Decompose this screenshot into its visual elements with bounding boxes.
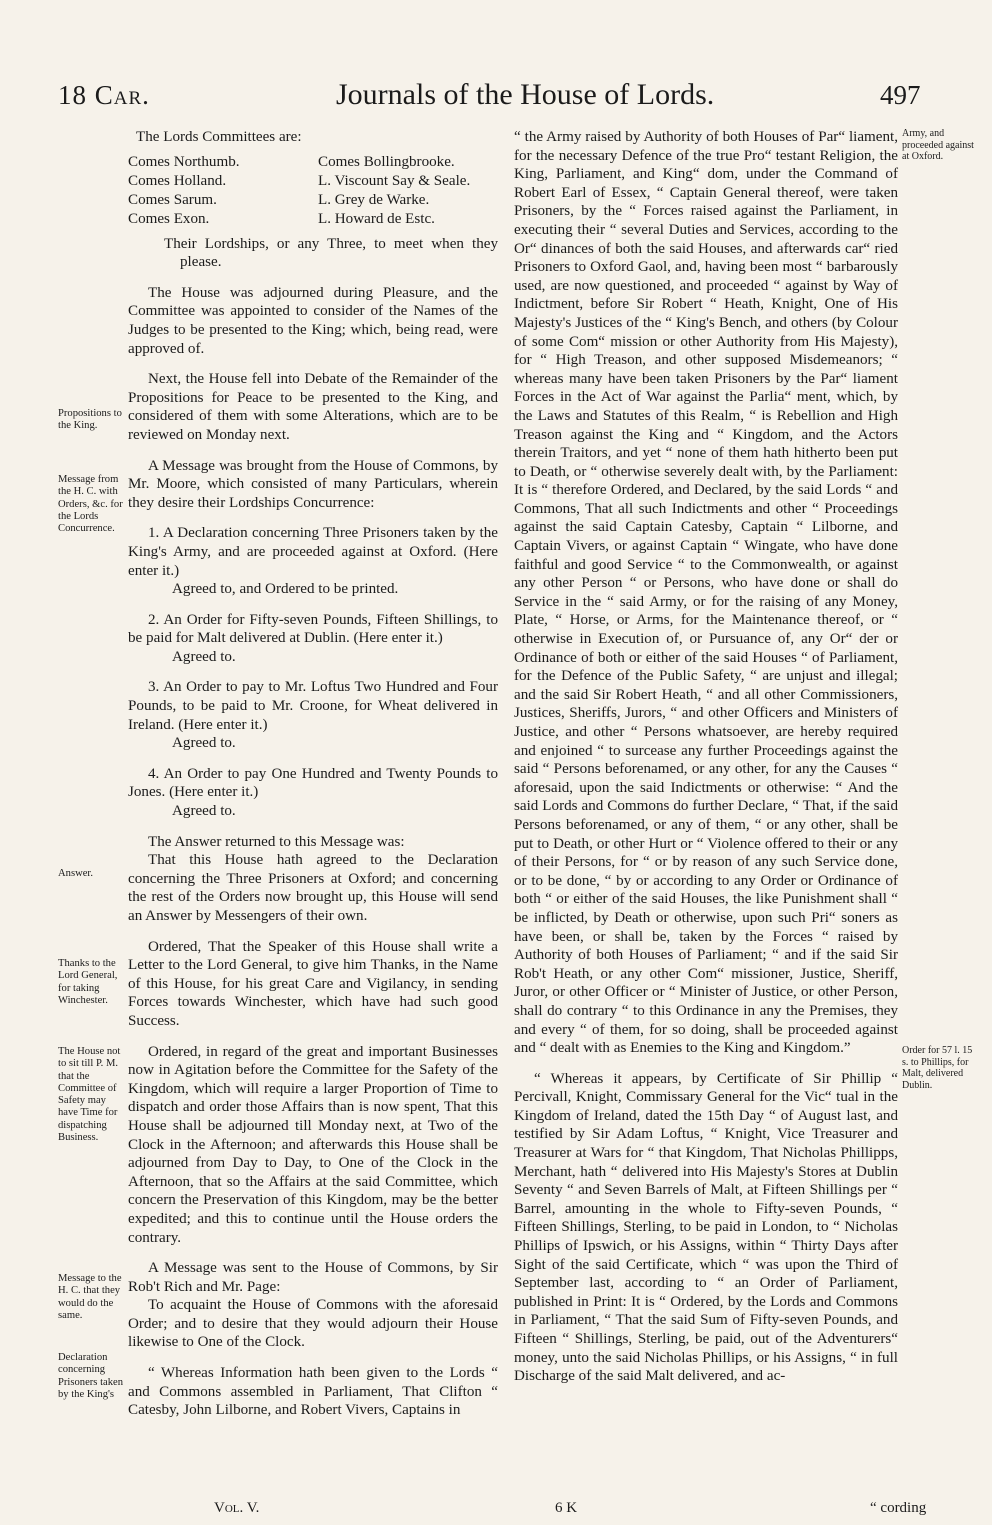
regnal-year: 18 Car. [58,80,150,110]
committee-heading: The Lords Committees are: [136,129,302,145]
message-item-3: 3. An Order to pay to Mr. Loftus Two Hundred and Four Pounds, to be paid to Mr. Croone, for Wheat delivered in Ireland. (Here enter it.) [128,679,498,733]
paragraph-sitting: Ordered, in regard of the great and important Businesses now in Agitation before the Committee for the Safety of the Kingdom, which will require a larger Proportion of Time to dispatch and order those Affairs than is now spent, That this House shall be adjourned till Monday next, at Two of the Clock in the Afternoon; and afterwards this House shall be adjourned from Day to Day, to One of the Clock in the Afternoon, that so the Affairs at the said Committee, which concern the Preservation of this Kingdom, may be the better expedited; and this to continue until the House orders the contrary. [128,1043,498,1246]
committee-list-left [128,153,318,229]
committee-member: Comes Exon. [128,210,210,227]
margin-note-answer: Answer. [58,868,94,879]
item-3-agreed: Agreed to. [172,735,236,752]
declaration-continued: “ the Army raised by Authority of both Houses of Par“ liament, for the necessary Defence of the true Pro“ testant Religion, the King, Parliament, and King“ dom, under the Command of Robert Earl of Essex, “ Captain General thereof, were taken Prisoners, by the “ Forces raised against the Parliament, in executing their “ several Duties and Services, according to the Or“ dinances of both the said Houses, and afterwards car“ ried Prisoners to Oxford Gaol, and, having been most “ barbarously used, are now questioned, and proceeded “ against by Way of Indictment, before Sir Robert “ Heath, Knight, One of His Majesty's Justices of the “ King's Bench, and others (by Colour of some Com“ mission or other Authority from His Majesty), for “ High Treason, and other supposed Misdemeanors; “ whereas many have been taken Prisoners by the Par“ liament Forces in the Act of War against the Parlia“ ment, which, by the Laws and Statutes of this Realm, “ is Rebellion and High Treason against the King and “ Kingdom, and the Actors therein Traitors, and yet “ none of them hath hitherto been put to Death, or “ otherwise severely dealt with, by the Parliament: It is “ therefore Ordered, and Declared, by the said Lords “ and Commons, That all such Indictments and other “ Proceedings against the said Captain Catesby, Captain “ Lilborne, and Captain Vivers, or against Captain “ Wingate, who have done faithful and good Service “ to the Commonwealth, or against any other Person “ or Persons, who have done or shall do Service in the “ said Army, or for the raising of any Money, Plate, “ Horse, or Arms, for the Maintenance thereof, or “ otherwise in Execution of, or Pursuance of, any Or“ der or Ordinance of both or either of the said Houses “ of Parliament, for the Defence of the Public Safety, “ are unjust and illegal; and the said Sir Robert Heath, “ and all other Commissioners, Justices, Sheriffs, Jurors, “ and other Officers and Ministers of Justice, and other “ Persons whatsoever, are hereby required and enjoined “ to surcease any further Proceedings against the said “ Persons beforenamed, or any other, for any the Causes “ aforesaid, upon the said Indictments or otherwise: “ And the said Lords and Commons do further Declare, “ That, if the said Persons beforenamed, or any of them, “ or any other, shall be put to Death, or other Hurt or “ Violence offered to their or any of their Persons, for “ or by reason of any such Service done, or to be done, “ by or according to any Order or Ordinance of both “ or either of the said Houses, the like Punishment shall “ be inflicted, by Death or otherwise, upon such Pri“ soners as have been, or shall be, taken by the Forces “ raised by Authority of both Houses of Parliament; “ and if the said Sir Rob't Heath, or any other Com“ missioner, Justice, Sheriff, Juror, or other Officer or “ Minister of Justice, or other Person, shall do contrary “ to this Ordinance in any the Premises, they and every “ of them, for so doing, shall be proceeded against and “ dealt with as Enemies to the King and Kingdom.” [514,129,898,1057]
margin-note-propositions: Propositions to the King. [58,408,122,432]
left-column [128,128,498,1420]
right-column [514,128,898,1386]
paragraph-thanks: Ordered, That the Speaker of this House shall write a Letter to the Lord General, to give him Thanks, in the Name of this House, for his great Care and Vigilancy, in sending Forces towards Winchester, which have had such good Success. [128,938,498,1029]
paragraph-acquaint: To acquaint the House of Commons with the aforesaid Order; and to desire that they would adjourn their House likewise to One of the Clock. [128,1297,498,1351]
committee-member: L. Howard de Estc. [318,210,435,227]
running-title: Journals of the House of Lords. [336,78,715,111]
message-item-1: 1. A Declaration concerning Three Prisoners taken by the King's Army, and are proceeded against at Oxford. (Here enter it.) [128,525,498,579]
paragraph-propositions: Next, the House fell into Debate of the Remainder of the Propositions for Peace to be presented to the King, and considered of them with some Alterations, which are to be reviewed on Monday next. [128,371,498,443]
committee-list-right [318,153,498,229]
message-item-4: 4. An Order to pay One Hundred and Twenty Pounds to Jones. (Here enter it.) [128,765,498,801]
page-number: 497 [880,80,921,110]
committee-member: Comes Northumb. [128,153,240,170]
margin-note-message-from-hc: Message from the H. C. with Orders, &c. for the Lords Concurrence. [58,474,123,535]
catchword: “ cording [870,1500,927,1516]
committee-member: L. Viscount Say & Seale. [318,172,471,189]
item-2-agreed: Agreed to. [172,648,236,665]
margin-note-message-to-hc: Message to the H. C. that they would do the same. [58,1273,122,1321]
margin-note-declaration: Declaration concerning Prisoners taken by the King's [58,1352,124,1400]
committee-member: Comes Holland. [128,172,227,189]
paragraph-message-from-commons: A Message was brought from the House of Commons, by Mr. Moore, which consisted of many Particulars, wherein they desire their Lordships Concurrence: [128,457,498,511]
committee-list [128,153,498,229]
paragraph-adjourned: The House was adjourned during Pleasure, and the Committee was appointed to consider of the Names of the Judges to be presented to the King; which, being read, were approved of. [128,284,498,357]
committee-member: L. Grey de Warke. [318,191,430,208]
margin-note-house-not-sit: The House not to sit till P. M. that the Committee of Safety may have Time for dispatching Business. [58,1046,121,1144]
margin-note-thanks: Thanks to the Lord General, for taking Winchester. [58,958,118,1006]
margin-note-army: Army, and proceeded against at Oxford. [902,128,974,162]
margin-note-order-malt: Order for 57 l. 15 s. to Phillips, for Malt, delivered Dublin. [902,1045,973,1091]
answer-intro: The Answer returned to this Message was: [148,833,405,850]
item-1-agreed: Agreed to, and Ordered to be printed. [172,581,399,598]
answer-text: That this House hath agreed to the Declaration concerning the Three Prisoners at Oxford; and concerning the rest of the Orders now brought up, this House will send an Answer by Messengers of their own. [128,852,498,924]
committee-quorum: Their Lordships, or any Three, to meet when they please. [164,235,498,271]
committee-member: Comes Bollingbrooke. [318,153,455,170]
message-item-2: 2. An Order for Fifty-seven Pounds, Fifteen Shillings, to be paid for Malt delivered at Dublin. (Here enter it.) [128,611,498,647]
volume-label: Vol. V. [214,1500,260,1516]
malt-order: “ Whereas it appears, by Certificate of Sir Phillip “ Percivall, Knight, Commissary General for the Vic“ tual in the Kingdom of Ireland, dated the 15th Day “ of August last, and testified by Sir Adam Loftus, “ Knight, Vice Treasurer and Treasurer at Wars for “ that Kingdom, That Nicholas Phillipps, Merchant, hath “ delivered into His Majesty's Stores at Dublin Seventy “ and Seven Barrels of Malt, at Fifteen Shillings per “ Barrel, amounting in the whole to Fifty-seven Pounds, “ Fifteen Shillings, Sterling, to be paid in London, to “ Nicholas Phillips of Ipswich, or his Assigns, within “ Thirty Days after Sight of the said Certificate, which “ was upon the Third of September last, according to “ an Order of Parliament, published in Print: It is “ Ordered, by the Lords and Commons in Parliament, “ That the said Sum of Fifty-seven Pounds, and Fifteen “ Shillings, Sterling, be paid, out of the Adventurers“ money, unto the said Nicholas Phillips, or his Assigns, “ in full Discharge of the said Malt delivered, and ac- [514,1070,898,1385]
paragraph-message-to-commons: A Message was sent to the House of Commons, by Sir Rob't Rich and Mr. Page: [128,1260,498,1295]
item-4-agreed: Agreed to. [172,803,236,820]
signature-mark: 6 K [555,1500,578,1516]
committee-member: Comes Sarum. [128,191,217,208]
declaration-start: “ Whereas Information hath been given to the Lords “ and Commons assembled in Parliament, That Clifton “ Catesby, John Lilborne, and Robert Vivers, Captains in [128,1365,498,1419]
